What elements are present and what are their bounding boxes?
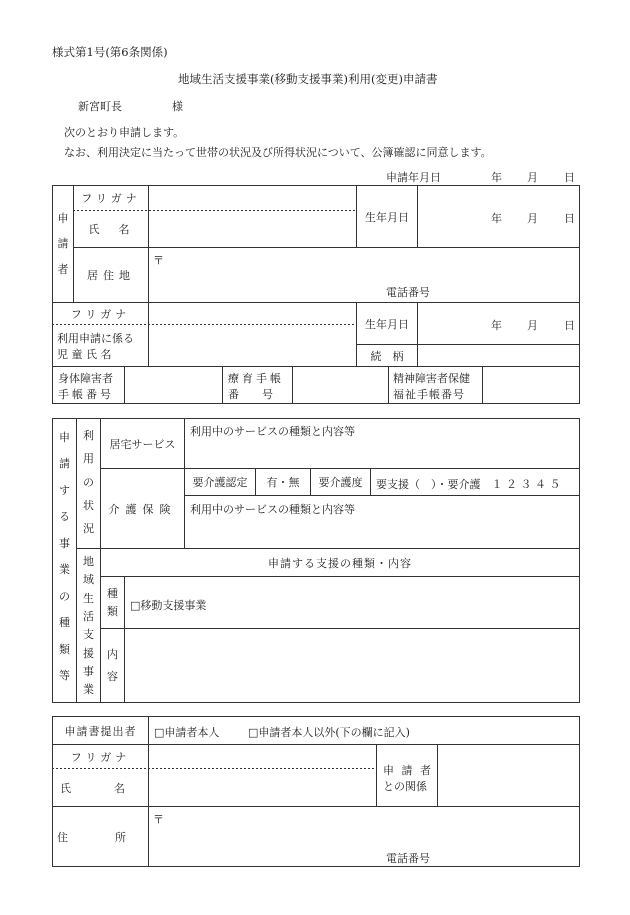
physical-handbook-number-input[interactable] — [126, 368, 220, 402]
child-relation-label: 続 柄 — [370, 349, 404, 363]
application-date-year: 年 — [491, 171, 502, 184]
mobility-support-checkbox[interactable]: □移動支援事業 — [130, 599, 207, 612]
home-service-label: 居宅サービス — [109, 437, 176, 451]
submitter-address-label: 住 所 — [57, 831, 144, 844]
child-relation-input[interactable] — [420, 346, 576, 365]
submitter-furigana-label: フリガナ — [70, 750, 131, 764]
applicant-furigana-label: フリガナ — [81, 192, 141, 205]
addressee-honorific: 様 — [172, 100, 183, 113]
child-birth-day: 日 — [564, 319, 575, 332]
submitter-label: 申請書提出者 — [64, 724, 137, 738]
support-header: 申請する支援の種類・内容 — [268, 556, 412, 570]
intro-line-1: 次のとおり申請します。 — [64, 126, 185, 139]
form-title: 地域生活支援事業(移動支援事業)利用(変更)申請書 — [178, 72, 438, 86]
physical-handbook-label-2: 手帳番号 — [58, 388, 114, 401]
child-name-label-1: 利用申請に係る — [57, 332, 134, 345]
child-birthdate-label: 生年月日 — [365, 317, 409, 331]
applicant-birth-year: 年 — [491, 212, 502, 225]
child-furigana-label: フリガナ — [70, 307, 131, 321]
applicant-address-input[interactable] — [168, 252, 568, 278]
content-label: 内 容 — [107, 648, 118, 683]
mental-handbook-label-2: 福祉手帳番号 — [393, 388, 465, 401]
submitter-relation-label-2: との関係 — [383, 780, 427, 793]
submitter-relation-input[interactable] — [440, 747, 576, 804]
addressee-town: 新宮町長 — [78, 100, 122, 113]
mental-handbook-label-1: 精神障害者保健 — [393, 372, 470, 385]
submitter-self-checkbox[interactable]: □申請者本人 — [154, 726, 220, 739]
applicant-name-label: 氏 名 — [88, 223, 134, 236]
application-date-month: 月 — [527, 171, 538, 184]
care-level-label: 要介護度 — [318, 476, 363, 489]
child-birth-year: 年 — [491, 319, 502, 332]
kind-label: 種 類 — [107, 586, 118, 618]
submitter-relation-label-1: 申 請 者 — [383, 764, 433, 777]
regional-support-label: 地 域 生 活 支 援 事 業 — [83, 555, 94, 697]
applicant-group-label: 申 請 者 — [57, 211, 69, 276]
applicant-postal-mark: 〒 — [153, 254, 164, 267]
ryoiku-handbook-label-2: 番 号 — [228, 388, 279, 401]
home-service-detail-input[interactable] — [188, 440, 576, 466]
ryoiku-handbook-label-1: 療育手帳 — [228, 372, 284, 385]
usage-status-label: 利 用 の 状 況 — [83, 429, 94, 536]
child-name-label-2: 児 童 氏 名 — [57, 348, 112, 361]
mental-handbook-number-input[interactable] — [484, 368, 578, 402]
application-date-day: 日 — [564, 171, 575, 184]
care-cert-value[interactable]: 有・無 — [266, 476, 300, 489]
submitter-phone-label: 電話番号 — [386, 852, 430, 865]
intro-line-2: なお、利用決定に当たって世帯の状況及び所得状況について、公簿確認に同意します。 — [64, 146, 492, 159]
care-level-value[interactable]: 要支援（ ）・要介護 １ ２ ３ ４ ５ — [376, 478, 561, 491]
form-number: 様式第1号(第6条関係) — [52, 45, 168, 59]
care-insurance-label: 介護保険 — [108, 502, 177, 516]
applicant-birth-month: 月 — [527, 212, 538, 225]
submitter-postal-mark: 〒 — [153, 813, 164, 826]
submitter-address-input[interactable] — [168, 811, 568, 839]
submitter-name-input[interactable] — [150, 770, 374, 804]
support-content-input[interactable] — [128, 632, 576, 700]
applicant-birth-day: 日 — [564, 212, 575, 225]
care-cert-label: 要介護認定 — [192, 476, 248, 489]
service-outer-label: 申 請 す る 事 業 の 種 類 等 — [59, 431, 70, 683]
ryoiku-handbook-number-input[interactable] — [294, 368, 386, 402]
applicant-name-input[interactable] — [150, 213, 354, 245]
care-service-detail-label: 利用中のサービスの種類と内容等 — [190, 503, 355, 516]
child-furigana-input[interactable] — [150, 304, 354, 323]
care-service-detail-input[interactable] — [188, 518, 576, 546]
submitter-name-label: 氏 名 — [60, 781, 141, 795]
submitter-other-checkbox[interactable]: □申請者本人以外(下の欄に記入) — [248, 726, 410, 739]
applicant-birthdate-label: 生年月日 — [365, 210, 409, 224]
child-birth-month: 月 — [527, 319, 538, 332]
child-name-input[interactable] — [150, 326, 354, 364]
application-date-label: 申請年月日 — [386, 171, 441, 184]
applicant-furigana-input[interactable] — [150, 188, 354, 208]
applicant-address-label: 居住地 — [87, 269, 135, 282]
physical-handbook-label-1: 身体障害者 — [58, 372, 113, 385]
submitter-furigana-input[interactable] — [150, 746, 374, 767]
applicant-phone-label: 電話番号 — [386, 286, 430, 299]
home-service-detail-label: 利用中のサービスの種類と内容等 — [190, 425, 355, 438]
